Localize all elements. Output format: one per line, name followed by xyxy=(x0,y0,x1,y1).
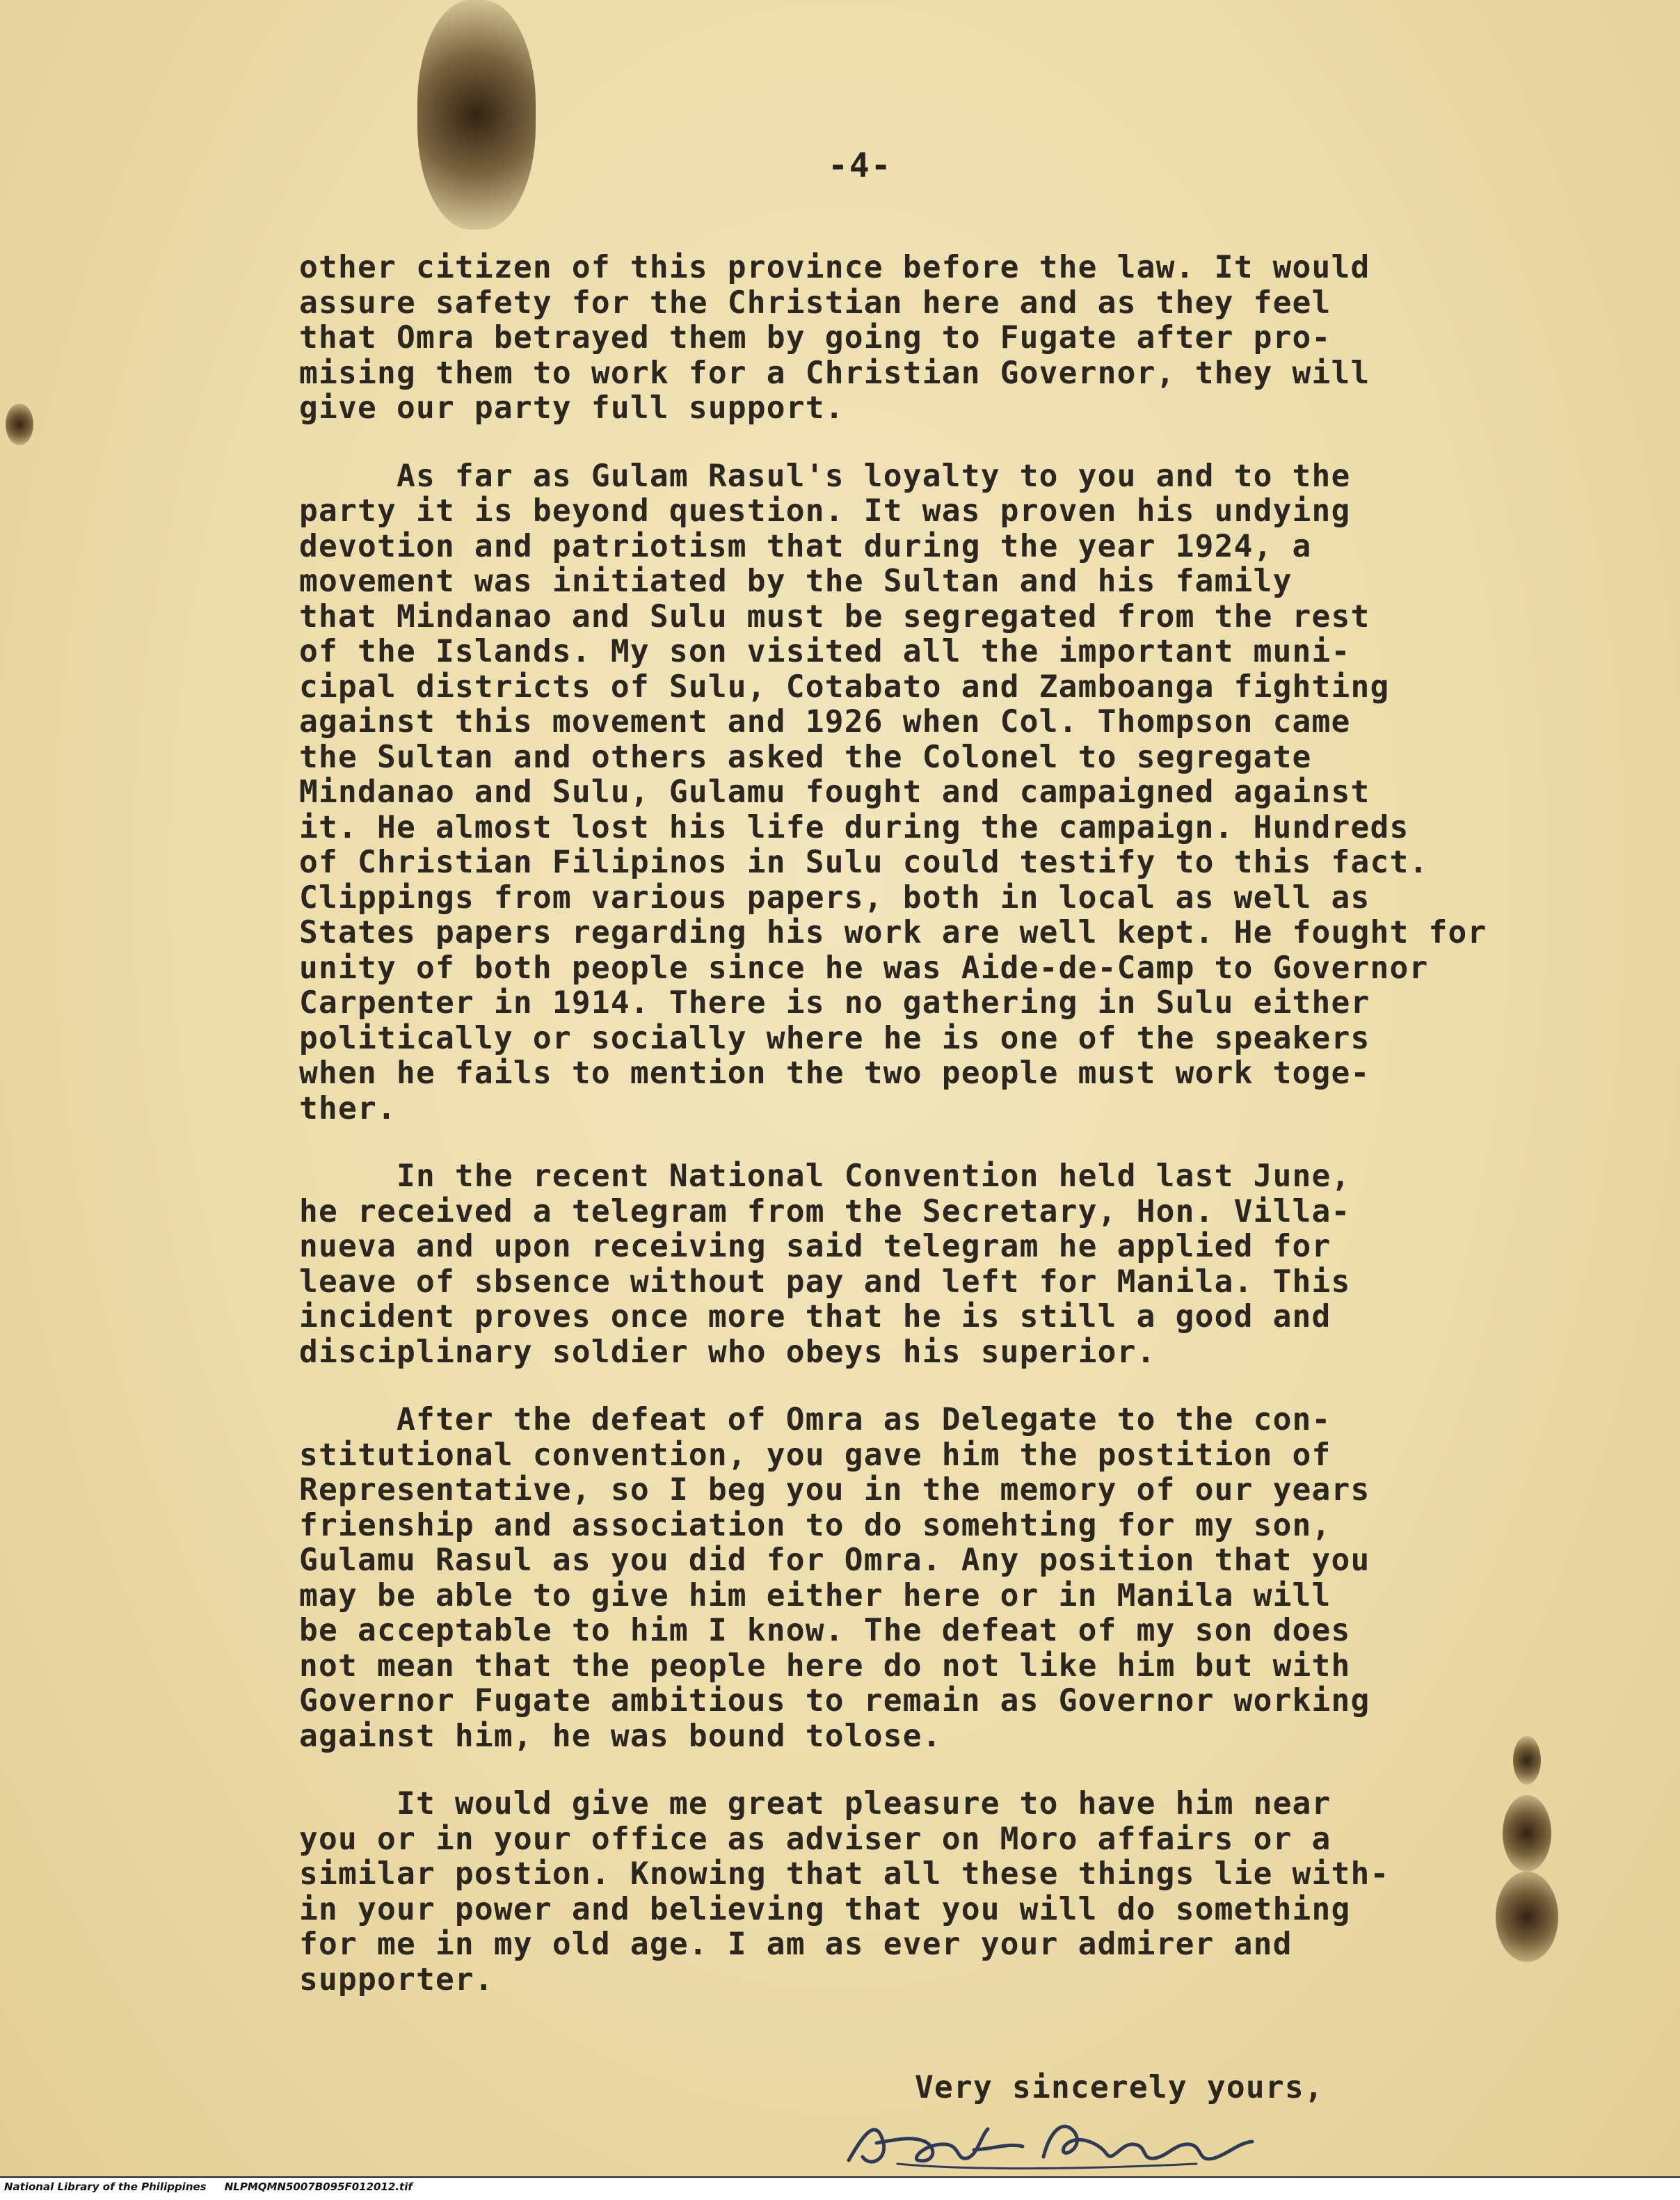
text-line: leave of sbsence without pay and left for Manila. This xyxy=(299,1264,1351,1300)
text-line: States papers regarding his work are well kept. He fought for xyxy=(299,915,1487,950)
text-line: he received a telegram from the Secretary, Hon. Villa- xyxy=(299,1193,1351,1229)
text-line: mising them to work for a Christian Governor, they will xyxy=(299,355,1370,391)
text-line: give our party full support. xyxy=(299,390,845,426)
paragraph xyxy=(299,459,1621,1127)
text-line: other citizen of this province before the law. It would xyxy=(299,250,1370,285)
text-line: Representative, so I beg you in the memory of our years xyxy=(299,1472,1370,1508)
text-line: In the recent National Convention held last June, xyxy=(299,1158,1351,1194)
handwritten-signature xyxy=(835,2094,1280,2178)
text-line: Gulamu Rasul as you did for Omra. Any position that you xyxy=(299,1543,1370,1578)
text-line: that Mindanao and Sulu must be segregated from the rest xyxy=(299,598,1370,635)
text-line: be acceptable to him I know. The defeat of my son does xyxy=(299,1613,1351,1648)
text-line: when he fails to mention the two people must work toge- xyxy=(299,1055,1370,1091)
ink-blot-left xyxy=(6,404,33,445)
text-line: It would give me great pleasure to have him near xyxy=(299,1786,1331,1822)
text-line: it. He almost lost his life during the campaign. Hundreds xyxy=(299,809,1409,845)
paragraph xyxy=(299,250,1621,427)
text-line: against this movement and 1926 when Col. Thompson came xyxy=(299,704,1351,740)
burn-stain-top xyxy=(417,0,536,230)
paragraph-gap xyxy=(299,1370,1621,1403)
text-line: of Christian Filipinos in Sulu could testify to this fact. xyxy=(299,845,1429,880)
text-line: nueva and upon receiving said telegram he applied for xyxy=(299,1229,1331,1264)
text-line: for me in my old age. I am as ever your admirer and xyxy=(299,1927,1293,1962)
text-line: similar postion. Knowing that all these things lie with- xyxy=(299,1856,1390,1892)
text-line: After the defeat of Omra as Delegate to the con- xyxy=(299,1402,1331,1437)
text-line: stitutional convention, you gave him the postition of xyxy=(299,1437,1331,1473)
paragraph xyxy=(299,1403,1621,1754)
text-line: ther. xyxy=(299,1090,397,1126)
paragraph xyxy=(299,1159,1621,1370)
text-line: Mindanao and Sulu, Gulamu fought and campaigned against xyxy=(299,774,1370,810)
text-line: against him, he was bound tolose. xyxy=(299,1718,942,1754)
text-line: Clippings from various papers, both in local as well as xyxy=(299,879,1370,916)
text-line: the Sultan and others asked the Colonel to segregate xyxy=(299,739,1312,775)
text-line: you or in your office as adviser on Moro affairs or a xyxy=(299,1821,1331,1857)
text-line: party it is beyond question. It was proven his undying xyxy=(299,493,1351,529)
text-line: Carpenter in 1914. There is no gathering in Sulu either xyxy=(299,985,1370,1021)
closing-salutation: Very sincerely yours, xyxy=(915,2070,1324,2105)
paragraph xyxy=(299,1787,1621,1998)
text-line: may be able to give him either here or in Manila will xyxy=(299,1577,1331,1613)
text-line: cipal districts of Sulu, Cotabato and Zamboanga fighting xyxy=(299,669,1390,705)
paragraph-gap xyxy=(299,427,1621,459)
paragraph-gap xyxy=(299,1126,1621,1159)
page-number: -4- xyxy=(828,146,893,185)
text-line: not mean that the people here do not like him but with xyxy=(299,1648,1351,1684)
text-line: movement was initiated by the Sultan and his family xyxy=(299,564,1293,599)
text-line: Governor Fugate ambitious to remain as Governor working xyxy=(299,1683,1370,1719)
text-line: that Omra betrayed them by going to Fugate after pro- xyxy=(299,320,1331,356)
text-line: of the Islands. My son visited all the important muni- xyxy=(299,634,1351,669)
paragraph-gap xyxy=(299,1754,1621,1787)
text-line: devotion and patriotism that during the year 1924, a xyxy=(299,528,1312,564)
text-line: in your power and believing that you will do something xyxy=(299,1891,1351,1927)
text-line: assure safety for the Christian here and as they feel xyxy=(299,285,1331,321)
archive-footer-text: National Library of the Philippines NLPMQMN5007B095F012012.tif xyxy=(4,2181,413,2193)
text-line: As far as Gulam Rasul's loyalty to you and to the xyxy=(299,458,1351,494)
text-line: frienship and association to do somehting for my son, xyxy=(299,1507,1331,1543)
text-line: supporter. xyxy=(299,1961,494,1998)
text-line: incident proves once more that he is still a good and xyxy=(299,1299,1331,1334)
letter-body xyxy=(299,250,1621,1998)
archive-footer xyxy=(0,2176,1680,2200)
text-line: unity of both people since he was Aide-de-Camp to Governor xyxy=(299,950,1429,986)
text-line: politically or socially where he is one of the speakers xyxy=(299,1020,1370,1056)
text-line: disciplinary soldier who obeys his superior. xyxy=(299,1334,1156,1370)
